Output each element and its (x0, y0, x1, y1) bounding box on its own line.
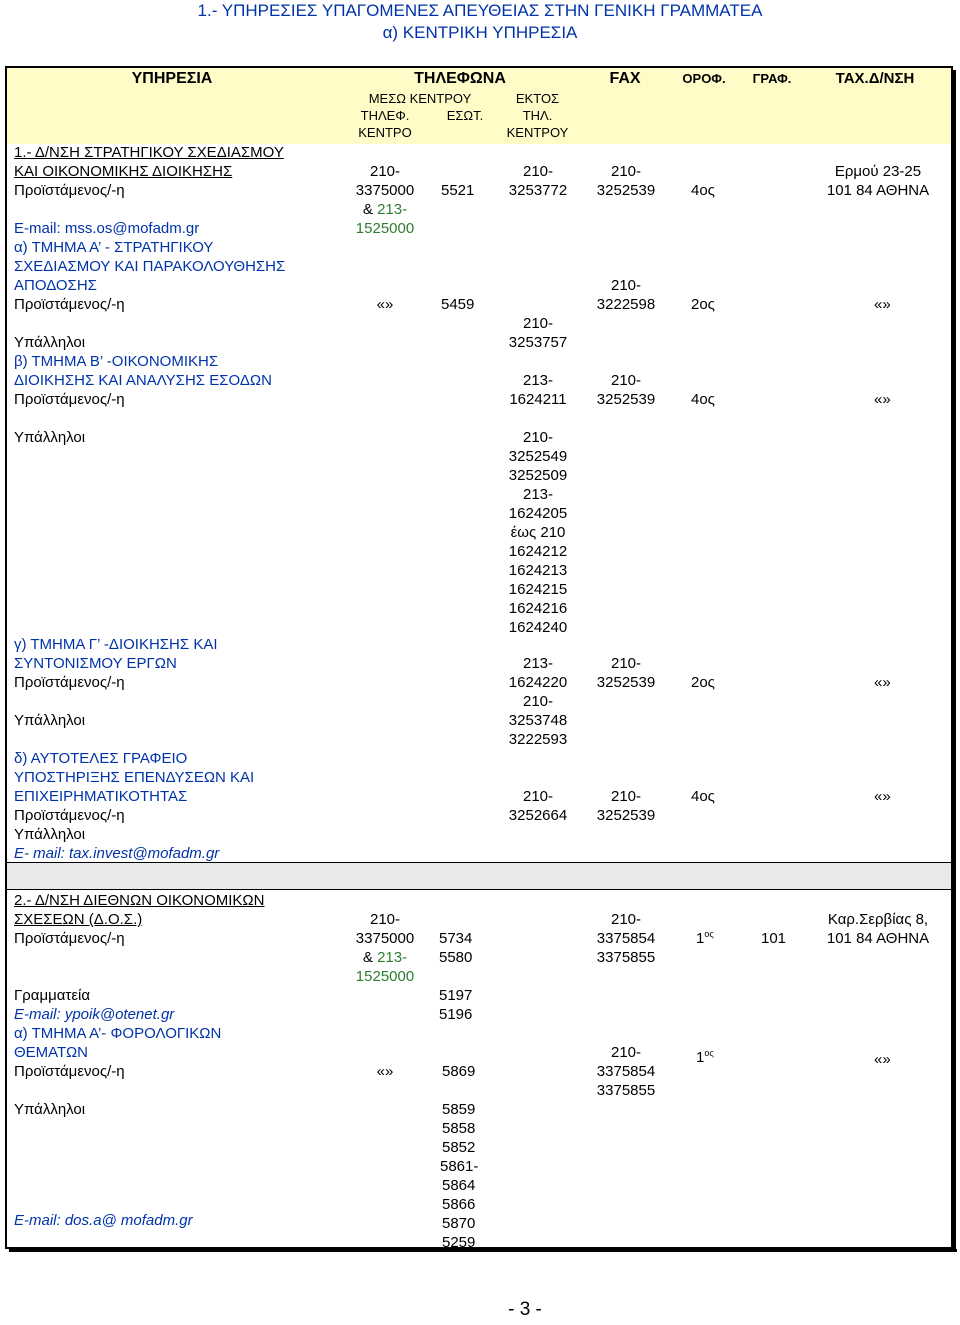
s2a-internal-7: 5866 (442, 1196, 476, 1213)
b-staff-tel-7: 1624212 (508, 543, 568, 560)
b-address: «» (874, 391, 891, 408)
s1-email[interactable]: E-mail: mss.os@mofadm.gr (14, 220, 200, 237)
s2-center-tel-a: 210- (369, 911, 401, 928)
s1-floor: 4ος (691, 182, 715, 199)
s2a-internal-2: 5859 (442, 1101, 476, 1118)
a-internal: 5459 (441, 296, 475, 313)
b-staff-tel-6: έως 210 (510, 524, 566, 541)
s2-title-a: 2.- Δ/ΝΣΗ ΔΙΕΘΝΩΝ ΟΙΚΟΝΟΜΙΚΩΝ (14, 892, 265, 909)
g-outside-2: 1624220 (508, 674, 568, 691)
s2a-fax-a: 210- (610, 1044, 642, 1061)
s1-outside-a: 210- (522, 163, 554, 180)
s2-fax-c: 3375855 (596, 949, 656, 966)
d-head: Προϊστάμενος/-η (14, 807, 125, 824)
s2-email[interactable]: E-mail: ypoik@otenet.gr (14, 1006, 175, 1023)
d-title-b: ΥΠΟΣΤΗΡΙΞΗΣ ΕΠΕΝΔΥΣΕΩΝ ΚΑΙ (14, 769, 255, 786)
s1-center-tel-c: & 213- (362, 201, 408, 218)
s2a-internal-3: 5858 (442, 1120, 476, 1137)
a-fax-a: 210- (610, 277, 642, 294)
s2a-fax-b: 3375854 (596, 1063, 656, 1080)
s2a-title-b: ΘΕΜΑΤΩΝ (14, 1044, 88, 1061)
b-fax-a: 210- (610, 372, 642, 389)
a-title-c: ΑΠΟΔΟΣΗΣ (14, 277, 97, 294)
b-staff-tel-3: 3252509 (508, 467, 568, 484)
header-address: ΤΑΧ.Δ/ΝΣΗ (835, 70, 915, 87)
b-outside-b: 1624211 (509, 391, 567, 408)
g-floor: 2ος (691, 674, 715, 691)
s1-head: Προϊστάμενος/-η (14, 182, 125, 199)
s1-title-b: ΚΑΙ ΟΙΚΟΝΟΜΙΚΗΣ ΔΙΟΙΚΗΣΗΣ (14, 163, 233, 180)
a-outside-b: 3253757 (508, 334, 568, 351)
g-fax-a: 210- (610, 655, 642, 672)
d-fax-b: 3252539 (596, 807, 656, 824)
s2-secretariat: Γραμματεία (14, 987, 91, 1004)
header-service: ΥΠΗΡΕΣΙΑ (131, 70, 213, 87)
a-title-b: ΣΧΕΔΙΑΣΜΟΥ ΚΑΙ ΠΑΡΑΚΟΛΟΥΘΗΣΗΣ (14, 258, 286, 275)
s2a-internal-9: 5259 (442, 1234, 476, 1251)
a-address: «» (874, 296, 891, 313)
s2a-internal-5: 5861- (440, 1158, 479, 1175)
s1-address-b: 101 84 ΑΘΗΝΑ (826, 182, 930, 199)
s2a-floor: $1^{o\varsigma}$ (696, 1048, 714, 1066)
d-email[interactable]: E- mail: tax.invest@mofadm.gr (14, 845, 220, 862)
s2a-internal-6: 5864 (442, 1177, 476, 1194)
b-outside-a: 213- (522, 372, 554, 389)
s2a-staff: Υπάλληλοι (14, 1101, 86, 1118)
s1-outside-b: 3253772 (508, 182, 568, 199)
s1-address-a: Ερμού 23-25 (834, 163, 922, 180)
s2-fax-a: 210- (610, 911, 642, 928)
b-staff-tel-1: 210- (522, 429, 554, 446)
s2-fax-b: 3375854 (596, 930, 656, 947)
s2-floor: $1^{o\varsigma}$ (696, 929, 714, 947)
b-staff-tel-9: 1624215 (508, 581, 568, 598)
header-tel-center-1: ΤΗΛΕΦ. (360, 108, 410, 123)
s2-head: Προϊστάμενος/-η (14, 930, 125, 947)
s2a-head: Προϊστάμενος/-η (14, 1063, 125, 1080)
s2-center-tel-d: 1525000 (355, 968, 415, 985)
g-staff: Υπάλληλοι (14, 712, 86, 729)
page-subtitle: α) ΚΕΝΤΡΙΚΗ ΥΠΗΡΕΣΙΑ (382, 23, 578, 42)
d-floor: 4ος (691, 788, 715, 805)
s2a-email[interactable]: E-mail: dos.a@ mofadm.gr (14, 1212, 193, 1229)
header-internal: ΕΣΩΤ. (446, 108, 484, 123)
g-outside-1: 213- (522, 655, 554, 672)
b-staff-tel-5: 1624205 (508, 505, 568, 522)
s2a-internal-8: 5870 (442, 1215, 476, 1232)
s1-center-tel-a: 210- (369, 163, 401, 180)
b-floor: 4ος (691, 391, 715, 408)
d-address: «» (874, 788, 891, 805)
d-title-c: ΕΠΙΧΕΙΡΗΜΑΤΙΚΟΤΗΤΑΣ (14, 788, 188, 805)
g-outside-5: 3222593 (508, 731, 568, 748)
s2-address-a: Καρ.Σερβίας 8, (827, 911, 929, 928)
b-staff-tel-4: 213- (522, 486, 554, 503)
b-staff-tel-2: 3252549 (508, 448, 568, 465)
table-shadow-bottom (9, 1249, 957, 1252)
a-fax-b: 3222598 (596, 296, 656, 313)
s2a-internal-4: 5852 (442, 1139, 476, 1156)
b-staff: Υπάλληλοι (14, 429, 86, 446)
b-staff-tel-10: 1624216 (508, 600, 568, 617)
b-title-b: ΔΙΟΙΚΗΣΗΣ ΚΑΙ ΑΝΑΛΥΣΗΣ ΕΣΟΔΩΝ (14, 372, 272, 389)
a-floor: 2ος (691, 296, 715, 313)
g-outside-4: 3253748 (508, 712, 568, 729)
header-outside-1: ΕΚΤΟΣ (515, 91, 560, 106)
page-number: - 3 - (508, 1299, 542, 1320)
s2-office: 101 (761, 930, 787, 947)
s1-internal: 5521 (441, 182, 475, 199)
header-fax: FAX (609, 70, 641, 87)
g-head: Προϊστάμενος/-η (14, 674, 125, 691)
s1-fax-a: 210- (610, 163, 642, 180)
s2-internal-3: 5197 (439, 987, 473, 1004)
b-staff-tel-8: 1624213 (508, 562, 568, 579)
s2-address-b: 101 84 ΑΘΗΝΑ (826, 930, 930, 947)
header-floor: ΟΡΟΦ. (682, 71, 726, 86)
a-title-a: α) ΤΜΗΜΑ Α’ - ΣΤΡΑΤΗΓΙΚΟΥ (14, 239, 214, 256)
header-via-center: ΜΕΣΩ ΚΕΝΤΡΟΥ (368, 91, 472, 106)
a-outside-a: 210- (522, 315, 554, 332)
s2a-center-tel: «» (376, 1063, 394, 1080)
g-address: «» (874, 674, 891, 691)
header-tel-center-2: ΚΕΝΤΡΟ (358, 125, 412, 140)
s2a-fax-c: 3375855 (596, 1082, 656, 1099)
header-phones: ΤΗΛΕΦΩΝΑ (414, 70, 506, 87)
g-fax-b: 3252539 (596, 674, 656, 691)
s2a-address: «» (874, 1051, 891, 1068)
s2-internal-4: 5196 (439, 1006, 473, 1023)
g-outside-3: 210- (522, 693, 554, 710)
s2-internal-2: 5580 (439, 949, 473, 966)
g-title-b: ΣΥΝΤΟΝΙΣΜΟΥ ΕΡΓΩΝ (14, 655, 177, 672)
g-title-a: γ) ΤΜΗΜΑ Γ’ -ΔΙΟΙΚΗΣΗΣ ΚΑΙ (14, 636, 218, 653)
table-shadow-right (953, 70, 956, 1252)
d-outside-1: 210- (522, 788, 554, 805)
b-fax-b: 3252539 (596, 391, 656, 408)
a-center-tel: «» (376, 296, 394, 313)
s1-title-a: 1.- Δ/ΝΣΗ ΣΤΡΑΤΗΓΙΚΟΥ ΣΧΕΔΙΑΣΜΟΥ (14, 144, 284, 161)
header-office: ΓΡΑΦ. (752, 71, 792, 86)
d-title-a: δ) ΑΥΤΟΤΕΛΕΣ ΓΡΑΦΕΙΟ (14, 750, 188, 767)
s2a-internal-1: 5869 (442, 1063, 476, 1080)
b-title-a: β) ΤΜΗΜΑ Β’ -ΟΙΚΟΝΟΜΙΚΗΣ (14, 353, 219, 370)
s2-center-tel-b: 3375000 (355, 930, 415, 947)
b-head: Προϊστάμενος/-η (14, 391, 125, 408)
s1-center-tel-b: 3375000 (355, 182, 415, 199)
b-staff-tel-11: 1624240 (508, 619, 568, 636)
s2a-title-a: α) ΤΜΗΜΑ Α’- ΦΟΡΟΛΟΓΙΚΩΝ (14, 1025, 222, 1042)
header-outside-3: ΚΕΝΤΡΟΥ (506, 125, 569, 140)
d-outside-2: 3252664 (508, 807, 568, 824)
d-fax-a: 210- (610, 788, 642, 805)
page-title: 1.- ΥΠΗΡΕΣΙΕΣ ΥΠΑΓΟΜΕΝΕΣ ΑΠΕΥΘΕΙΑΣ ΣΤΗΝ ΓΕΝΙΚΗ ΓΡΑΜΜΑΤΕΑ (197, 1, 763, 20)
s2-center-tel-c: & 213- (362, 949, 408, 966)
a-staff: Υπάλληλοι (14, 334, 86, 351)
s1-center-tel-d: 1525000 (355, 220, 415, 237)
a-head: Προϊστάμενος/-η (14, 296, 125, 313)
s1-fax-b: 3252539 (596, 182, 656, 199)
d-staff: Υπάλληλοι (14, 826, 86, 843)
s2-title-b: ΣΧΕΣΕΩΝ (Δ.Ο.Σ.) (14, 911, 143, 928)
header-outside-2: ΤΗΛ. (522, 108, 553, 123)
s2-internal-1: 5734 (439, 930, 473, 947)
